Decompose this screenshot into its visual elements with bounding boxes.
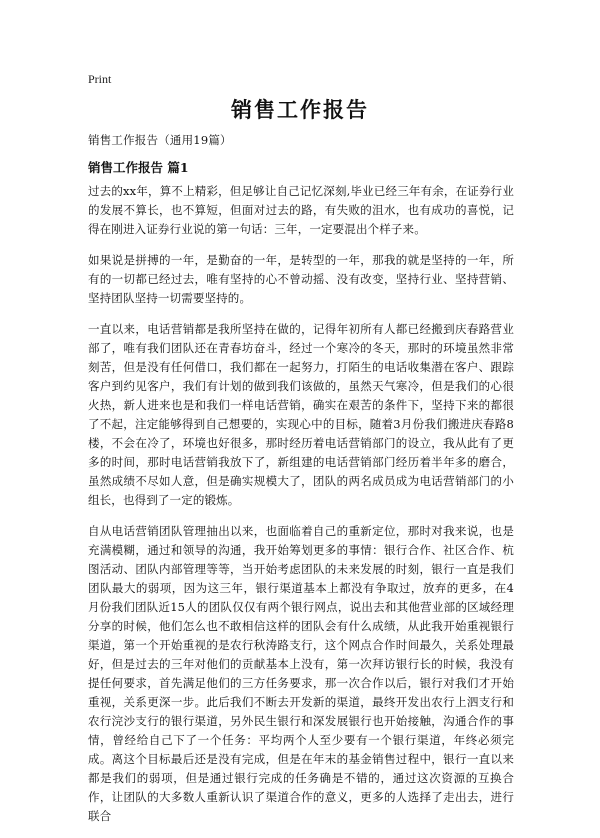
paragraph: 自从电话营销团队管理抽出以来，也面临着自己的重新定位，那时对我来说，也是充满模糊，通过和领导的沟通，我开始筹划更多的事情：银行合作、社区合作、杭图活动、团队内部管理等等，当开始考虑团队的未来发展的时刻，银行一直是我们团队最大的弱项，因为这三年，银行渠道基本上都没有争取过，放弃的更多，在4月份我们团队近15人的团队仅仅有两个银行网点，说出去和其他营业部的区域经理分享的时候，他们怎么也不敢相信这样的团队会有什么成绩，从此我开始重视银行渠道，第一个开始重视的是农行秋涛路支行，这个网点合作时间最久，关系处理最好，但是过去的三年对他们的贡献基本上没有，第一次拜访银行长的时候，我没有提任何要求，首先满足他们的三方任务要求，那一次合作以后，银行对我们才开始重视，关系更深一步。此后我们不断去开发新的渠道，最终开发出农行上泗支行和农行浣沙支行的银行渠道，另外民生银行和深发展银行也开始接触，沟通合作的事情，曾经给自己下了一个任务：平均两个人至少要有一个银行渠道，年终必须完成。离这个目标最后还是没有完成，但是在年末的基金销售过程中，银行一直以来都是我们的弱项，但是通过银行完成的任务确是不错的，通过这次资源的互换合作，让团队的大多数人重新认识了渠道合作的意义，更多的人选择了走出去，进行联合	[88, 524, 514, 823]
document-body	[88, 182, 514, 838]
paragraph: 如果说是拼搏的一年，是勤奋的一年，是转型的一年，那我的就是坚持的一年，所有的一切都已经过去，唯有坚持的心不曾动摇、没有改变，坚持行业、坚持营销、坚持团队坚持一切需要坚持的。	[88, 253, 514, 305]
document-subtitle: 销售工作报告（通用19篇）	[88, 133, 232, 147]
print-label: Print	[88, 72, 112, 86]
paragraph: 一直以来，电话营销都是我所坚持在做的，记得年初所有人都已经搬到庆春路营业部了，唯有我们团队还在青春坊奋斗，经过一个寒冷的冬天，那时的环境虽然非常刻苦，但是没有任何借口，我们都在一起努力，打陌生的电话收集潜在客户、跟踪客户到约见客户，我们有计划的做到我们该做的，虽然天气寒冷，但是我们的心很火热，新人进来也是和我们一样电话营销，确实在艰苦的条件下，坚持下来的都很了不起，注定能够得到自己想要的，实现心中的目标，随着3月份我们搬进庆春路8楼，不会在冷了，环境也好很多，那时经历着电话营销部门的设立，我从此有了更多的时间，那时电话营销我放下了，新组建的电话营销部门经历着半年多的磨合，虽然成绩不尽如人意，但是确实规模大了，团队的两名成员成为电话营销部门的小组长，也得到了一定的锻炼。	[88, 322, 514, 507]
section-title: 销售工作报告 篇1	[88, 160, 189, 175]
document-title: 销售工作报告	[231, 98, 369, 122]
paragraph: 过去的xx年，算不上精彩，但足够让自己记忆深刻,毕业已经三年有余，在证券行业的发展不算长，也不算短，但面对过去的路，有失败的沮水，也有成功的喜悦，记得在刚进入证券行业说的第一句话：三年，一定要混出个样子来。	[88, 184, 514, 236]
